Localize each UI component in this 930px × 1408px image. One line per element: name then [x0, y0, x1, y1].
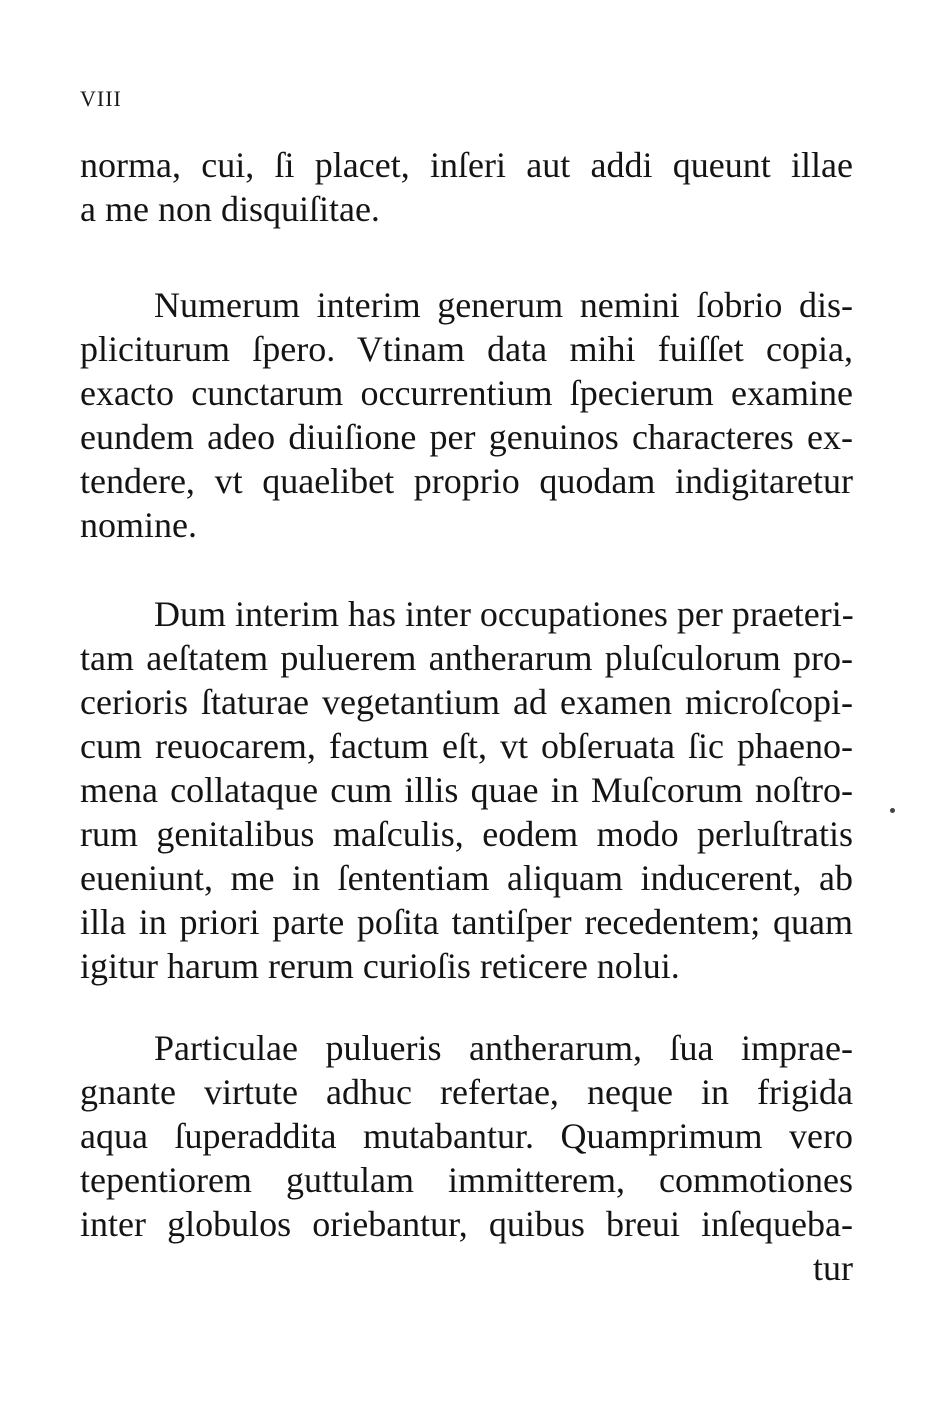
ink-speck: [890, 808, 895, 813]
paragraph-continuation: [80, 143, 853, 231]
text-line: mena collataque cum illis quae in Muſcorum noſtro-: [80, 770, 853, 810]
text-line: a me non disquiſitae.: [80, 189, 380, 229]
text-line: cerioris ſtaturae vegetantium ad examen microſcopi-: [80, 682, 853, 722]
text-line: aqua ſuperaddita mutabantur. Quamprimum vero: [80, 1116, 853, 1156]
text-line: gnante virtute adhuc refertae, neque in frigida: [80, 1072, 853, 1112]
text-line: Particulae pulueris antherarum, ſua impraе-: [154, 1028, 853, 1068]
text-line: exacto cunctarum occurrentium ſpecierum examine: [80, 373, 853, 413]
paragraph-dum-interim: [80, 592, 853, 988]
text-line: illa in priori parte poſita tantiſper recedentem; quam: [80, 902, 853, 942]
text-line: eueniunt, me in ſententiam aliquam inducerent, ab: [80, 858, 853, 898]
text-line: norma, cui, ſi placet, inſeri aut addi queunt illae: [80, 145, 853, 185]
text-line: pliciturum ſpero. Vtinam data mihi fuiſſet copia,: [80, 329, 853, 369]
paragraph-numerum: [80, 283, 853, 547]
page-number: VIII: [80, 86, 122, 111]
text-line: cum reuocarem, factum eſt, vt obſeruata ſic phaeno-: [80, 726, 853, 766]
text-line: inter globulos oriebantur, quibus breui inſequeba-: [80, 1204, 853, 1244]
text-line: tendere, vt quaelibet proprio quodam indigitaretur: [80, 461, 853, 501]
text-line: Dum interim has inter occupationes per praeteri-: [154, 594, 854, 634]
text-line: igitur harum rerum curioſis reticere nolui.: [80, 946, 680, 986]
catchword: tur: [813, 1248, 853, 1288]
text-line: nomine.: [80, 505, 197, 545]
paragraph-particulae: [80, 1026, 853, 1290]
text-line: eundem adeo diuiſione per genuinos characteres ex-: [80, 417, 853, 457]
text-line: tam aeſtatem puluerem antherarum pluſculorum pro-: [80, 638, 853, 678]
text-line: Numerum interim generum nemini ſobrio dis-: [154, 285, 853, 325]
text-line: tepentiorem guttulam immitterem, commotiones: [80, 1160, 853, 1200]
text-line: rum genitalibus maſculis, eodem modo perluſtratis: [80, 814, 853, 854]
